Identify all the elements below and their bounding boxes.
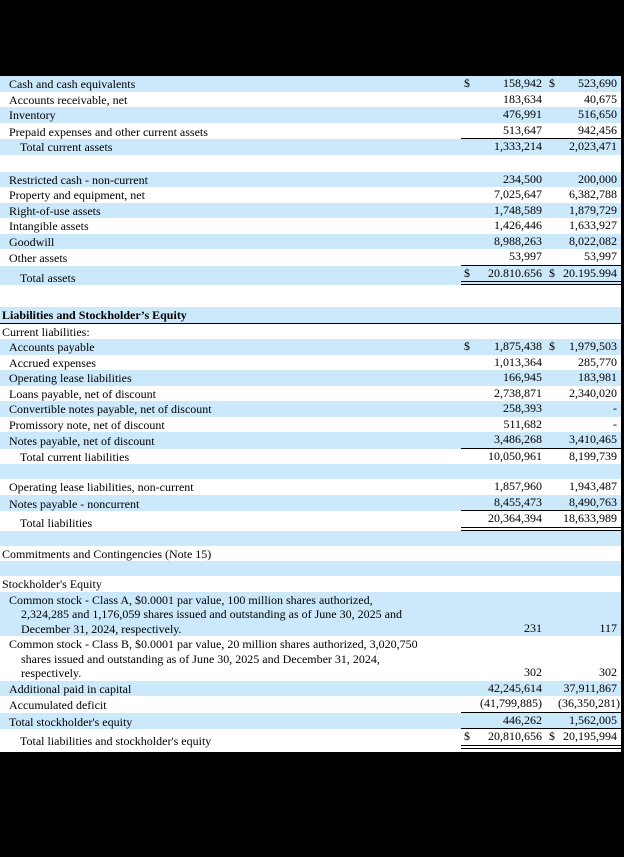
value-col2 <box>547 339 621 355</box>
spacer-row <box>0 155 621 172</box>
table-row <box>0 203 621 219</box>
value-text: 1,748,589 <box>494 202 542 217</box>
table-row <box>0 172 621 188</box>
table-row <box>0 234 621 250</box>
table-row <box>0 370 621 386</box>
value-text: 258,393 <box>503 401 542 415</box>
value-col1 <box>461 123 547 140</box>
value-col1 <box>461 139 547 155</box>
value-col2 <box>547 322 621 323</box>
value-col1 <box>461 591 547 592</box>
value-text: 1,333,214 <box>494 139 542 153</box>
value-col2 <box>547 266 621 286</box>
row-label-line: December 31, 2024, respectively. <box>21 621 182 636</box>
value-col2 <box>547 139 621 155</box>
table-row <box>0 187 621 203</box>
value-text: 200,000 <box>578 171 617 186</box>
value-col2 <box>547 386 621 402</box>
value-text: 6,382,788 <box>569 187 617 201</box>
value-col2 <box>547 665 621 681</box>
dollar-sign: $ <box>464 729 470 743</box>
row-label: Total assets <box>20 270 76 285</box>
row-label: Promissory note, net of discount <box>9 417 165 432</box>
value-col2 <box>547 187 621 203</box>
row-label: Notes payable - noncurrent <box>9 496 140 511</box>
value-col1 <box>461 322 547 323</box>
value-text: 166,945 <box>503 370 542 384</box>
table-row <box>0 266 621 286</box>
value-text: 20,364,394 <box>488 511 542 525</box>
value-col1 <box>461 355 547 371</box>
value-col1 <box>461 203 547 219</box>
dollar-sign: $ <box>549 339 555 353</box>
value-col2 <box>547 234 621 250</box>
row-label-line: 2,324,285 and 1,176,059 shares issued and outstanding as of June 30, 2025 and <box>21 607 402 621</box>
value-text: 942,456 <box>578 122 617 137</box>
value-text: 37,911,867 <box>563 680 617 695</box>
value-col2 <box>547 107 621 123</box>
value-text: 183,634 <box>503 91 542 106</box>
value-col1 <box>461 621 547 637</box>
value-text: 1,562,005 <box>569 712 617 727</box>
value-text: 1,979,503 <box>569 339 617 353</box>
table-row <box>0 417 621 433</box>
value-text: 476,991 <box>503 107 542 121</box>
value-text: 18,633,989 <box>563 511 617 525</box>
row-label-line: respectively. <box>21 666 82 680</box>
dollar-sign: $ <box>464 339 470 353</box>
row-label: Operating lease liabilities, non-current <box>9 480 194 494</box>
row-label: Accrued expenses <box>9 355 96 370</box>
value-text: 1,879,729 <box>569 202 617 217</box>
value-col1 <box>461 218 547 234</box>
value-col1 <box>461 107 547 123</box>
table-row <box>0 449 621 465</box>
row-label <box>0 637 461 681</box>
table-row <box>0 355 621 371</box>
value-col2 <box>547 370 621 386</box>
value-text: 158,942 <box>503 76 542 90</box>
table-row <box>0 713 621 730</box>
spacer-row <box>0 561 621 576</box>
value-col1 <box>461 92 547 108</box>
value-text: 8,199,739 <box>569 448 617 463</box>
value-text: 2,023,471 <box>569 139 617 153</box>
table-row <box>0 511 621 531</box>
value-text: 20,195,994 <box>563 729 617 743</box>
table-row <box>0 696 621 713</box>
row-label-line: Common stock - Class A, $0.0001 par value, 100 million shares authorized, <box>9 592 373 607</box>
value-col1 <box>461 729 547 749</box>
dollar-sign: $ <box>464 265 470 280</box>
value-text: 10,050,961 <box>488 448 542 463</box>
value-text: 2,738,871 <box>494 385 542 400</box>
value-col1 <box>461 76 547 92</box>
value-text: 3,410,465 <box>569 432 617 446</box>
value-text: 20.195.994 <box>563 265 617 280</box>
value-col1 <box>461 495 547 512</box>
row-label: Convertible notes payable, net of discount <box>9 402 212 416</box>
value-col1 <box>461 432 547 449</box>
value-col1 <box>461 511 547 531</box>
value-col2 <box>547 218 621 234</box>
table-row <box>0 324 621 340</box>
row-label: Notes payable, net of discount <box>9 434 155 448</box>
value-text: (36,350,281) <box>558 696 620 710</box>
row-label: Accumulated deficit <box>9 698 107 712</box>
value-col1 <box>461 172 547 188</box>
value-col1 <box>461 401 547 417</box>
value-text: - <box>613 416 617 431</box>
value-col1 <box>461 386 547 402</box>
value-col2 <box>547 432 621 449</box>
value-col2 <box>547 621 621 637</box>
row-label: Total liabilities and stockholder's equity <box>20 734 212 748</box>
value-text: 1,857,960 <box>494 479 542 493</box>
value-text: 516,650 <box>578 107 617 121</box>
table-row <box>0 218 621 234</box>
row-label: Total current assets <box>20 140 113 154</box>
value-text: 302 <box>524 665 542 679</box>
dollar-sign: $ <box>549 265 555 280</box>
value-col1 <box>461 479 547 495</box>
value-col2 <box>547 249 621 266</box>
row-label: Prepaid expenses and other current assets <box>9 124 208 139</box>
value-text: 8,988,263 <box>494 233 542 248</box>
value-col2 <box>547 479 621 495</box>
value-text: 1,013,364 <box>494 354 542 369</box>
table-row <box>0 576 621 592</box>
value-col2 <box>547 355 621 371</box>
table-row <box>0 123 621 140</box>
value-text: 513,647 <box>503 122 542 137</box>
value-col1 <box>461 417 547 433</box>
value-text: 53,997 <box>509 249 542 263</box>
row-label <box>0 593 461 637</box>
value-col2 <box>547 511 621 531</box>
value-text: 42,245,614 <box>488 680 542 695</box>
row-label: Liabilities and Stockholder’s Equity <box>2 308 187 322</box>
value-col2 <box>547 123 621 140</box>
value-col2 <box>547 172 621 188</box>
value-text: 53,997 <box>584 249 617 263</box>
value-col1 <box>461 339 547 355</box>
value-text: 285,770 <box>578 354 617 369</box>
value-text: 231 <box>524 620 542 635</box>
value-col1 <box>461 266 547 286</box>
value-text: 40,675 <box>584 91 617 106</box>
value-text: 20,810,656 <box>488 729 542 743</box>
value-col2 <box>547 76 621 92</box>
value-text: 8,022,082 <box>569 233 617 248</box>
row-label: Additional paid in capital <box>9 681 132 696</box>
value-text: 8,455,473 <box>494 494 542 509</box>
row-label-line: shares issued and outstanding as of June 30, 2025 and December 31, 2024, <box>21 651 380 666</box>
value-col2 <box>547 713 621 730</box>
value-text: 523,690 <box>578 76 617 90</box>
value-col1 <box>461 681 547 697</box>
dollar-sign: $ <box>549 729 555 743</box>
row-label: Accounts payable <box>9 340 95 354</box>
table-row <box>0 76 621 92</box>
row-label: Total stockholder's equity <box>9 714 133 729</box>
balance-sheet <box>0 76 621 752</box>
row-label: Operating lease liabilities <box>9 371 132 385</box>
row-label: Restricted cash - non-current <box>9 172 148 187</box>
value-text: (41,799,885) <box>480 696 542 710</box>
value-col2 <box>547 92 621 108</box>
table-row <box>0 432 621 449</box>
row-label: Other assets <box>9 251 68 265</box>
table-row <box>0 249 621 266</box>
value-col1 <box>461 370 547 386</box>
balance-sheet-rows <box>0 76 621 749</box>
row-label: Commitments and Contingencies (Note 15) <box>2 546 212 561</box>
row-label-line: Common stock - Class B, $0.0001 par value, 20 million shares authorized, 3,020,750 <box>9 637 418 651</box>
dollar-sign: $ <box>549 76 555 90</box>
value-text: 446,262 <box>503 712 542 727</box>
value-col2 <box>547 417 621 433</box>
row-label: Loans payable, net of discount <box>9 386 156 401</box>
value-col2 <box>547 591 621 592</box>
spacer-row <box>0 464 621 479</box>
row-label: Goodwill <box>9 234 55 249</box>
value-text: 1,426,446 <box>494 218 542 232</box>
value-col1 <box>461 713 547 730</box>
value-col2 <box>547 681 621 697</box>
value-text: 7,025,647 <box>494 187 542 201</box>
row-label: Accounts receivable, net <box>9 92 128 107</box>
value-col1 <box>461 234 547 250</box>
value-col2 <box>547 495 621 512</box>
value-col2 <box>547 203 621 219</box>
value-col2 <box>547 401 621 417</box>
value-col1 <box>461 449 547 465</box>
spacer-row <box>0 285 621 307</box>
value-col1 <box>461 696 547 713</box>
value-text: 1,943,487 <box>569 479 617 493</box>
value-text: 302 <box>599 665 617 679</box>
table-row <box>0 139 621 155</box>
value-col1 <box>461 665 547 681</box>
value-text: 8,490,763 <box>569 494 617 509</box>
row-label: Total current liabilities <box>20 449 130 464</box>
value-text: 3,486,268 <box>494 432 542 446</box>
row-label: Intangible assets <box>9 219 89 233</box>
table-row <box>0 681 621 697</box>
table-row <box>0 386 621 402</box>
value-col2 <box>547 560 621 561</box>
table-row <box>0 107 621 123</box>
table-row <box>0 729 621 749</box>
table-row <box>0 339 621 355</box>
value-text: 20.810.656 <box>488 265 542 280</box>
table-row <box>0 479 621 495</box>
row-label: Total liabilities <box>20 516 93 530</box>
row-label: Inventory <box>9 108 56 122</box>
value-col1 <box>461 560 547 561</box>
value-text: 511,682 <box>503 416 542 431</box>
table-row <box>0 401 621 417</box>
row-label: Property and equipment, net <box>9 188 145 202</box>
value-text: - <box>613 401 617 415</box>
value-text: 183,981 <box>578 370 617 384</box>
row-label: Cash and cash equivalents <box>9 77 136 91</box>
table-row <box>0 495 621 512</box>
value-col1 <box>461 249 547 266</box>
table-row <box>0 546 621 562</box>
value-text: 234,500 <box>503 171 542 186</box>
row-label: Current liabilities: <box>2 324 90 339</box>
table-row <box>0 636 621 681</box>
value-text: 2,340,020 <box>569 385 617 400</box>
value-col2 <box>547 729 621 749</box>
value-text: 117 <box>599 620 617 635</box>
table-row <box>0 92 621 108</box>
dollar-sign: $ <box>464 76 470 90</box>
row-label: Right-of-use assets <box>9 203 101 218</box>
value-col2 <box>547 696 621 713</box>
value-text: 1,875,438 <box>494 339 542 353</box>
section-header-row <box>0 307 621 324</box>
value-text: 1,633,927 <box>569 218 617 232</box>
table-row <box>0 592 621 637</box>
row-label: Stockholder's Equity <box>2 577 102 591</box>
value-col2 <box>547 449 621 465</box>
value-col1 <box>461 187 547 203</box>
spacer-row <box>0 531 621 546</box>
